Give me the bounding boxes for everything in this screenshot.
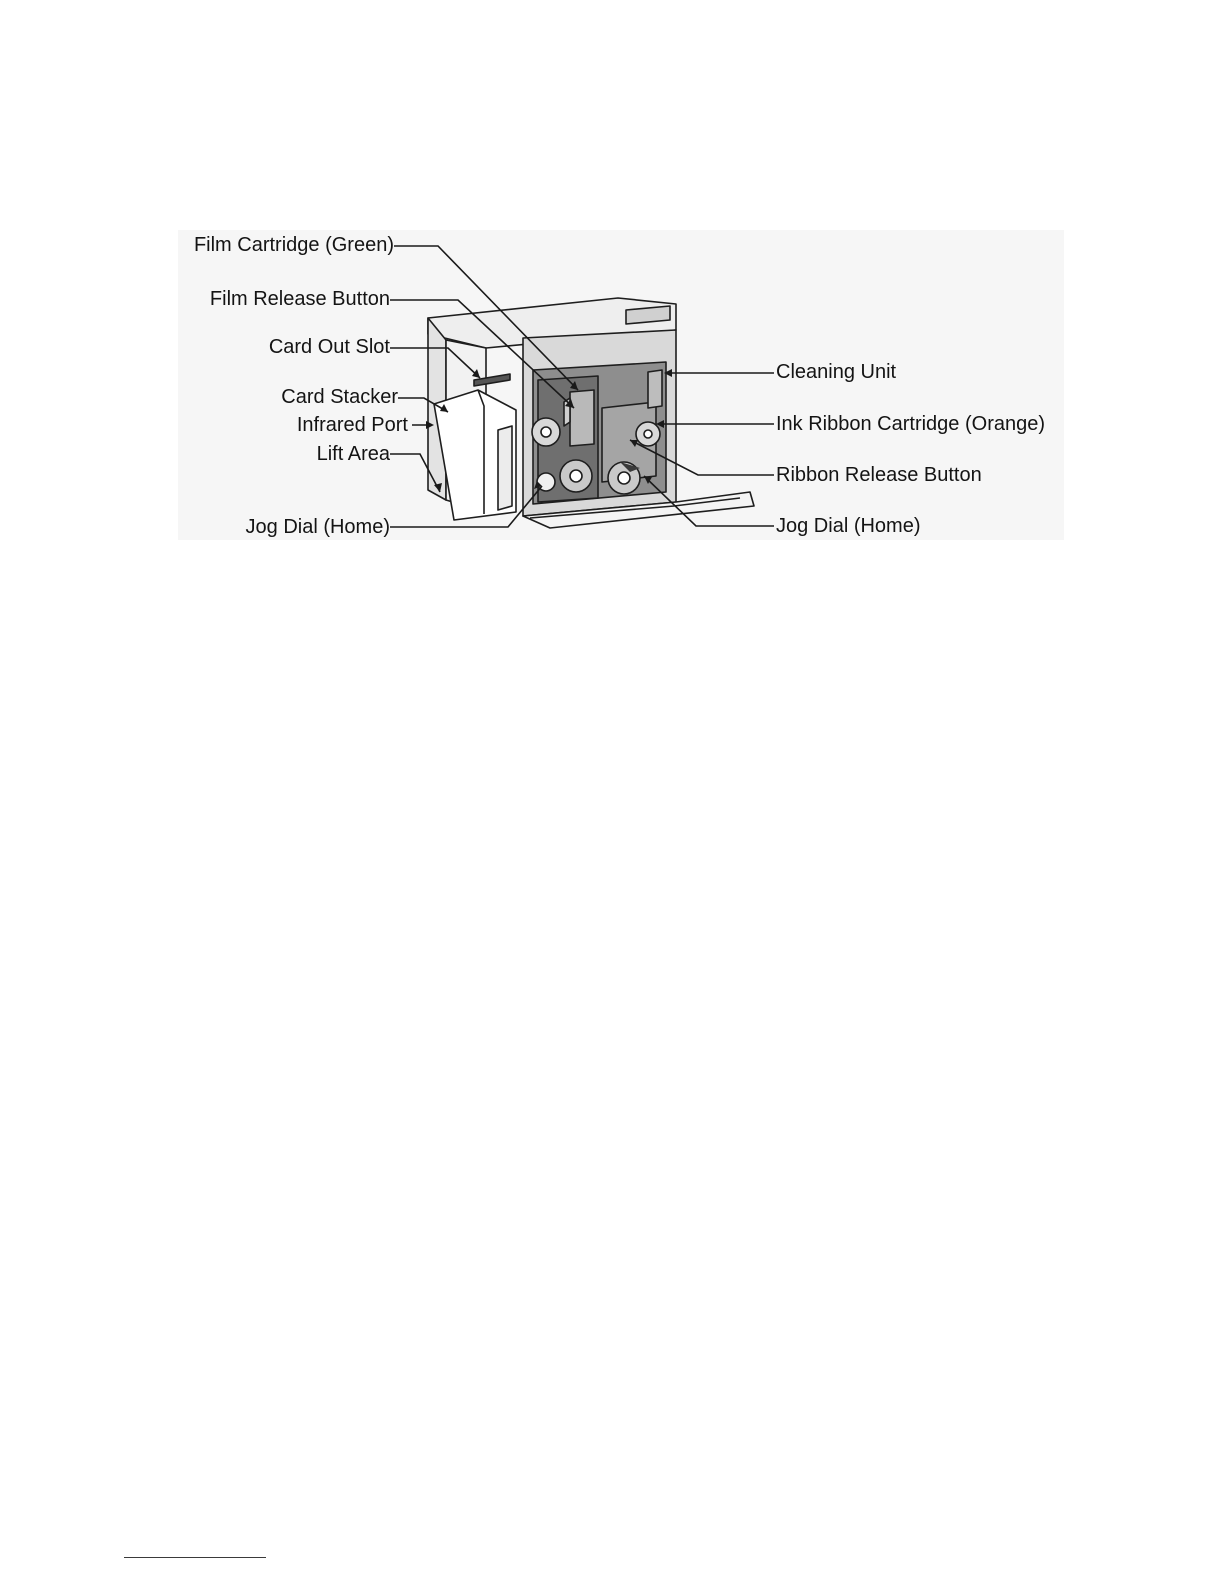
printer-illustration (178, 230, 1064, 540)
callout-film-release-button: Film Release Button (209, 288, 390, 310)
callout-card-out-slot: Card Out Slot (268, 336, 390, 358)
callout-ink-ribbon-cartridge: Ink Ribbon Cartridge (Orange) (776, 413, 1046, 435)
printer-body (428, 298, 754, 528)
footnote-separator-rule (124, 1557, 266, 1558)
callout-jog-dial-right: Jog Dial (Home) (776, 515, 921, 537)
printer-diagram-figure (178, 230, 1064, 540)
callout-ribbon-release-button: Ribbon Release Button (776, 464, 982, 486)
callout-film-cartridge: Film Cartridge (Green) (193, 234, 394, 256)
callout-card-stacker: Card Stacker (281, 386, 398, 408)
callout-infrared-port: Infrared Port (296, 414, 408, 436)
callout-lift-area: Lift Area (316, 443, 390, 465)
callout-cleaning-unit: Cleaning Unit (776, 361, 897, 383)
callout-jog-dial-left: Jog Dial (Home) (245, 516, 390, 538)
